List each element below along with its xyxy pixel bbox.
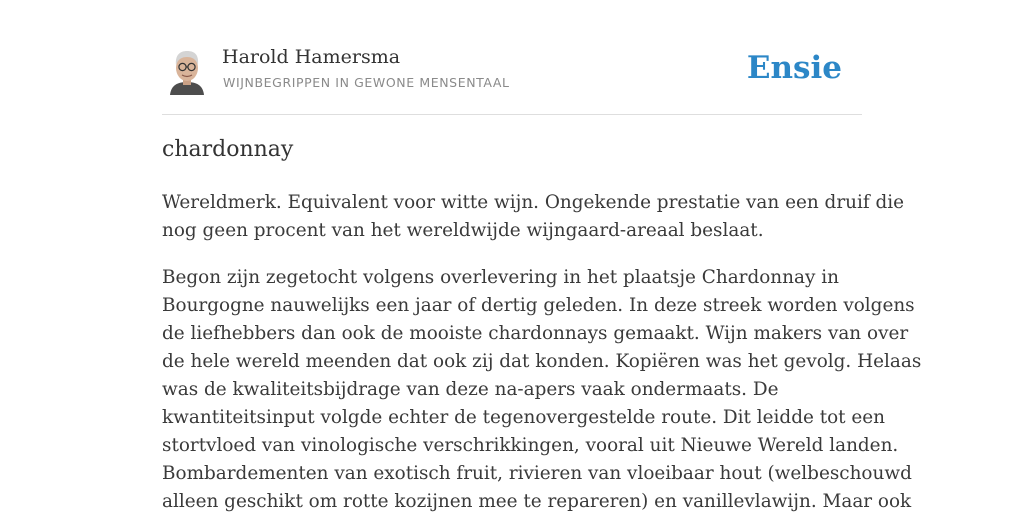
text-line: de hele wereld meenden dat ook zij dat konden. Kopiëren was het gevolg. Helaas [162,351,922,372]
text-line: Bombardementen van exotisch fruit, rivieren van vloeibaar hout (welbeschouwd [162,463,912,484]
text-line: Begon zijn zegetocht volgens overlevering in het plaatsje Chardonnay in [162,267,839,288]
text-line: Bourgogne nauwelijks een jaar of dertig geleden. In deze streek worden volgens [162,295,915,316]
entry-body [162,189,922,512]
text-line: kwantiteitsinput volgde echter de tegenovergestelde route. Dit leidde tot een [162,407,886,428]
ensie-logo[interactable]: Ensie [746,50,842,86]
author-header [162,44,862,115]
text-line: alleen geschikt om rotte kozijnen mee te repareren) en vanillevlawijn. Maar ook [162,491,912,512]
paragraph-2 [162,264,922,512]
text-line: stortvloed van vinologische verschrikkingen, vooral uit Nieuwe Wereld landen. [162,435,899,456]
entry-title: chardonnay [162,137,294,162]
author-photo [167,47,207,95]
text-line: nog geen procent van het wereldwijde wijngaard-areaal beslaat. [162,220,764,241]
author-name[interactable]: Harold Hamersma [222,46,401,68]
paragraph-1 [162,189,905,245]
avatar[interactable] [167,47,207,95]
author-tagline: WIJNBEGRIPPEN IN GEWONE MENSENTAAL [223,75,510,90]
text-line: was de kwaliteitsbijdrage van deze na-apers vaak ondermaats. De [162,379,779,400]
text-line: de liefhebbers dan ook de mooiste chardonnays gemaakt. Wijn makers van over [162,323,909,344]
text-line: Wereldmerk. Equivalent voor witte wijn. Ongekende prestatie van een druif die [162,192,905,213]
